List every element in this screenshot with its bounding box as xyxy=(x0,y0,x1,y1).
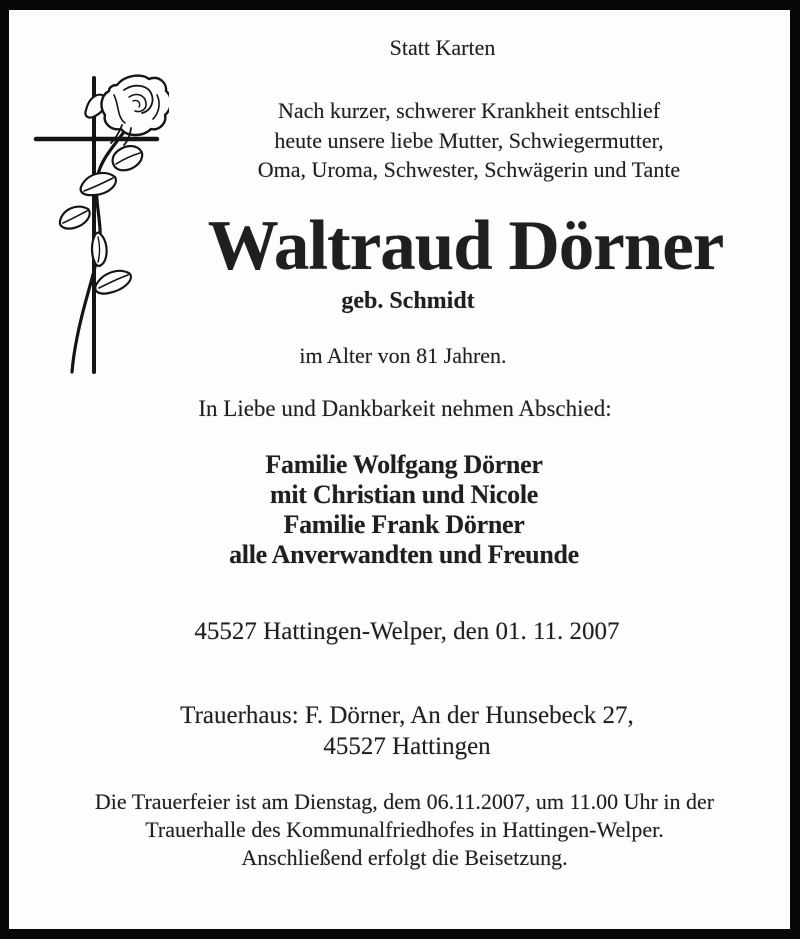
obituary-page xyxy=(9,10,790,929)
mourner-line-3: Familie Frank Dörner xyxy=(283,510,525,539)
intro-line-2: heute unsere liebe Mutter, Schwiegermutter, xyxy=(274,127,664,153)
mourner-line-2: mit Christian und Nicole xyxy=(270,480,538,509)
funeral-info-line-1: Die Trauerfeier ist am Dienstag, dem 06.11.2007, um 11.00 Uhr in der xyxy=(94,789,715,814)
deceased-name: Waltraud Dörner xyxy=(207,207,724,285)
mourner-line-4: alle Anverwandten und Freunde xyxy=(229,540,579,569)
funeral-info-line-3: Anschließend erfolgt die Beisetzung. xyxy=(241,845,568,870)
maiden-name: geb. Schmidt xyxy=(341,288,475,314)
funeral-info-line-2: Trauerhalle des Kommunalfriedhofes in Hattingen-Welper. xyxy=(145,817,664,842)
intro-paragraph xyxy=(148,96,790,185)
intro-line-1: Nach kurzer, schwerer Krankheit entschlief xyxy=(277,98,661,123)
age-line: im Alter von 81 Jahren. xyxy=(299,343,507,368)
funeral-info-block xyxy=(19,788,790,872)
preamble-statt-karten: Statt Karten xyxy=(389,35,496,60)
place-date-line: 45527 Hattingen-Welper, den 01. 11. 2007 xyxy=(194,618,620,645)
mourning-house-line-1: Trauerhaus: F. Dörner, An der Hunsebeck 27, xyxy=(180,702,634,729)
intro-line-3: Oma, Uroma, Schwester, Schwägerin und Tante xyxy=(257,157,681,182)
mourning-house-block xyxy=(24,700,790,762)
mourning-house-line-2: 45527 Hattingen xyxy=(323,733,491,760)
mourners-list xyxy=(18,450,790,570)
farewell-line: In Liebe und Dankbarkeit nehmen Abschied: xyxy=(198,396,612,421)
mourner-line-1: Familie Wolfgang Dörner xyxy=(265,450,543,479)
